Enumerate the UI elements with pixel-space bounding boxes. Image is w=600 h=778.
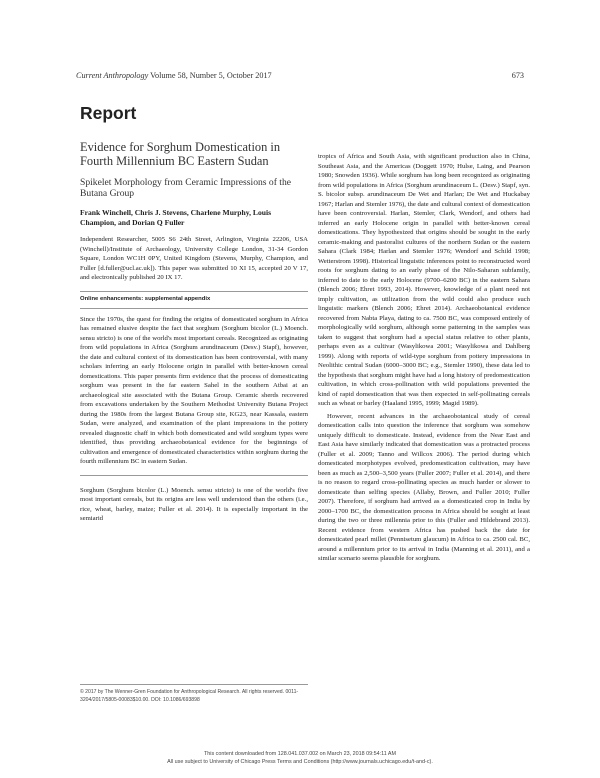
online-enhancements-link[interactable]: Online enhancements: supplemental appendix (80, 291, 308, 302)
issue-info: Volume 58, Number 5, October 2017 (148, 71, 272, 80)
abstract-text: Since the 1970s, the quest for finding the origins of domesticated sorghum in Africa has remained elusive despite the fact that sorghum (Sorghum bicolor (L.) Moench. sensu stricto) is one of the world's most important cereals. Recognized as originating from wild populations in Africa (Sorghum arundinaceum (Desv.) Stapf), however, the date and cultural context of its domestication has been controversial, with many scholars inferring an early Holocene origin in parallel with better-known cereal domestications. This paper presents firm evidence that the process of domesticating sorghum was present in the far eastern Sahel in the southern Atbai at an archaeological site associated with the Butana Group. Ceramic sherds recovered from excavations undertaken by the Southern Methodist University Butana Project during the 1980s from the largest Butana Group site, KG23, near Kassala, eastern Sudan, were analyzed, and examination of the plant impressions in the pottery revealed diagnostic chaff in which both domesticated and wild sorghum types were identified, thus providing archaeobotanical evidence for the beginnings of cultivation and emergence of domesticated characteristics within sorghum during the fourth millennium BC in eastern Sudan. (80, 308, 308, 467)
terms-notice[interactable]: All use subject to University of Chicago Press Terms and Conditions (http://www.journals.uchicago.edu/t-and-c). (167, 759, 433, 765)
download-notice: This content downloaded from 128.041.037.002 on March 23, 2018 09:54:11 AM (204, 751, 396, 757)
article-subtitle: Spikelet Morphology from Ceramic Impressions of the Butana Group (80, 177, 292, 200)
intro-paragraph: Sorghum (Sorghum bicolor (L.) Moench. sensu stricto) is one of the world's five most important cereals, but its origins are less well understood than the others (i.e., rice, wheat, barley, maize; Fuller et al. 2014). It is especially important in the semiarid (80, 486, 308, 522)
running-head (76, 71, 272, 80)
abstract-box (80, 308, 308, 476)
left-column (80, 103, 308, 524)
article-title: Evidence for Sorghum Domestication in Fourth Millennium BC Eastern Sudan (80, 140, 281, 169)
journal-name: Current Anthropology (76, 71, 149, 80)
body-paragraph-1: tropics of Africa and South Asia, with significant production also in China, Southeast Asia, and the Americas (Doggett 1970; Hulse, Laing, and Pearson 1980; Snowden 1936). While sorghum has long been recognized as originating from wild populations in Africa (Sorghum arundinaceum L. (Desv.) Stapf, syn. S. bicolor subsp. arundinaceum De Wet and Harlan; De Wet and Huckabay 1967; Harlan and Stemler 1976), the date and cultural context of domestication have been controversial. Harlan, Stemler, Clark, Wendorf, and others had inferred an early Holocene origin in parallel with better-known cereal domestications. They hypothesized that origins should be sought in the early ceramic-making and pastoralist cultures of the northern Sudan or the eastern Sahara (Clark 1984; Harlan and Stemler 1976; Wendorf and Schild 1998; Wetterstrom 1998). Historical linguistic inferences point to reconstructed word roots for sorghum dating to an early phase of the Nilo-Saharan subfamily, inferred to date to the early Holocene (9700–6200 BC) in the eastern Sahara (Blench 2006; Ehret 1993, 2014). However, knowledge of a plant need not imply cultivation, as utilization from the wild could also produce such linguistic markers (Blench 2006; Ehret 2014). Archaeobotanical evidence recovered from Nabta Playa, dating to ca. 7500 BC, was composed entirely of morphologically wild sorghum, although some patterning in the samples was taken to suggest that sorghum had a special status relative to other plants, perhaps even as a cultivar (Wasylikowa 2001; Wasylikowa and Dahlberg 1999). Along with reports of wild-type sorghum from pottery impressions in Neolithic central Sudan (6000–3000 BC; e.g., Stemler 1990), these data led to the hypothesis that sorghum might have had a long history of predomestication cultivation, in which cross-pollination with wild populations prevented the kind of rapid domestication that was then expected in self-pollinating cereals such as wheat or barley (Haaland 1995, 1999; Magid 1989). (318, 153, 530, 407)
copyright-notice: © 2017 by The Wenner-Gren Foundation for Anthropological Research. All rights reserved. 0011-3204/2017/5805-00083$10.00. DOI: 10.1086/693898 (80, 684, 308, 704)
right-column (318, 152, 530, 564)
body-paragraph-2: However, recent advances in the archaeobotanical study of cereal domestication calls into question the inference that sorghum was somehow uniquely difficult to domesticate. Instead, evidence from the Near East and East Asia have similarly indicated that domestication was a protracted process (Fuller et al. 2009; Tanno and Willcox 2006). The period during which domesticated morphotypes evolved, predomestication cultivation, may have been as much as 2,500–3,500 years (Fuller 2007; Fuller et al. 2014), and there is no reason to regard cross-pollinating species as much harder or slower to domesticate than selfing species (Allaby, Brown, and Fuller 2010; Fuller 2007). Therefore, if sorghum had arrived as a domesticated crop in India by 2000–1700 BC, the domestication process in Africa should be sought at least during the two or three millennia prior to this (Fuller and Hildebrand 2013). Recent evidence from western Africa has pushed back the date for domesticated pearl millet (Pennisetum glaucum) in Africa to ca. 2500 cal. BC, around a millennium prior to its arrival in India (Manning et al. 2011), and a similar scenario seems plausible for sorghum. (318, 412, 530, 562)
page-number: 673 (511, 71, 524, 80)
author-affiliation: Independent Researcher, 5005 S6 24th Street, Arlington, Virginia 22206, USA (Winchell)/Institute of Archaeology, University College London, 31-34 Gordon Square, London WC1H 0PY, United Kingdom (Stevens, Murphy, Champion, and Fuller [d.fuller@ucl.ac.uk]). This paper was submitted 10 XI 15, accepted 20 V 17, and electronically published 20 IX 17. (80, 236, 308, 281)
section-heading: Report (80, 103, 137, 123)
author-list: Frank Winchell, Chris J. Stevens, Charlene Murphy, Louis Champion, and Dorian Q Fuller (80, 208, 272, 228)
